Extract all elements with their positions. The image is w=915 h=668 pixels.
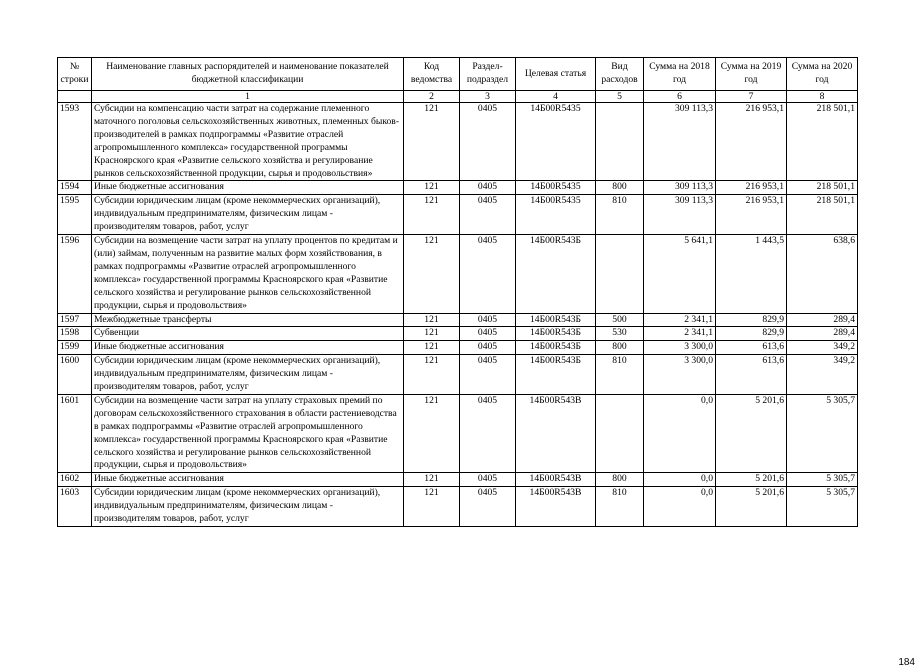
row-sum-2020: 5 305,7 (787, 473, 858, 487)
row-target: 14Б00R543В (516, 487, 596, 527)
row-section: 0405 (460, 394, 516, 472)
row-expense-type: 810 (596, 355, 644, 395)
row-sum-2018: 309 113,3 (644, 195, 716, 235)
row-dept-code: 121 (404, 195, 460, 235)
header-row (58, 58, 858, 91)
row-dept-code: 121 (404, 313, 460, 327)
table-header (58, 58, 858, 103)
column-number: 1 (92, 91, 404, 103)
header-dept-code: Код ведомства (404, 58, 460, 91)
row-sum-2019: 829,9 (716, 313, 787, 327)
row-name: Иные бюджетные ассигнования (92, 473, 404, 487)
row-sum-2018: 3 300,0 (644, 341, 716, 355)
column-number: 3 (460, 91, 516, 103)
row-target: 14Б00R543Б (516, 355, 596, 395)
row-dept-code: 121 (404, 341, 460, 355)
row-expense-type: 810 (596, 195, 644, 235)
column-number: 6 (644, 91, 716, 103)
row-sum-2020: 5 305,7 (787, 394, 858, 472)
row-sum-2020: 218 501,1 (787, 195, 858, 235)
row-number: 1593 (58, 103, 92, 181)
row-number: 1594 (58, 181, 92, 195)
row-number: 1600 (58, 355, 92, 395)
row-name: Иные бюджетные ассигнования (92, 181, 404, 195)
row-expense-type: 500 (596, 313, 644, 327)
row-sum-2020: 349,2 (787, 341, 858, 355)
row-sum-2019: 5 201,6 (716, 487, 787, 527)
row-number: 1603 (58, 487, 92, 527)
row-dept-code: 121 (404, 327, 460, 341)
row-dept-code: 121 (404, 487, 460, 527)
row-sum-2020: 218 501,1 (787, 181, 858, 195)
budget-document (57, 57, 915, 668)
column-number: 2 (404, 91, 460, 103)
table-row (58, 394, 858, 472)
row-sum-2020: 289,4 (787, 313, 858, 327)
row-name: Субсидии на компенсацию части затрат на содержание племенного маточного поголовья сельскохозяйственных животных, племенных быков-производителей в рамках подпрограммы «Развитие отраслей агропромышленного комплекса» государственной программы Красноярского края «Развитие сельского хозяйства и регулирование рынков сельскохозяйственной продукции, сырья и продовольствия» (92, 103, 404, 181)
row-sum-2020: 638,6 (787, 235, 858, 313)
row-section: 0405 (460, 235, 516, 313)
table-row (58, 195, 858, 235)
header-sum-2020: Сумма на 2020 год (787, 58, 858, 91)
column-number: 8 (787, 91, 858, 103)
row-target: 14Б00R543В (516, 394, 596, 472)
header-row-no: № строки (58, 58, 92, 91)
column-number: 7 (716, 91, 787, 103)
row-number: 1602 (58, 473, 92, 487)
row-sum-2019: 216 953,1 (716, 181, 787, 195)
row-sum-2018: 309 113,3 (644, 181, 716, 195)
row-dept-code: 121 (404, 473, 460, 487)
row-name: Межбюджетные трансферты (92, 313, 404, 327)
row-expense-type: 800 (596, 473, 644, 487)
row-number: 1597 (58, 313, 92, 327)
row-sum-2019: 216 953,1 (716, 195, 787, 235)
row-target: 14Б00R543Б (516, 235, 596, 313)
row-name: Субсидии на возмещение части затрат на уплату страховых премий по договорам сельскохозяйственного страхования в области растениеводства в рамках подпрограммы «Развитие отраслей агропромышленного комплекса» государственной программы Красноярского края «Развитие сельского хозяйства и регулирование рынков сельскохозяйственной продукции, сырья и продовольствия» (92, 394, 404, 472)
row-target: 14Б00R543В (516, 473, 596, 487)
column-number (58, 91, 92, 103)
row-number: 1599 (58, 341, 92, 355)
row-expense-type: 530 (596, 327, 644, 341)
row-sum-2020: 218 501,1 (787, 103, 858, 181)
row-sum-2018: 0,0 (644, 487, 716, 527)
row-sum-2020: 349,2 (787, 355, 858, 395)
row-number: 1601 (58, 394, 92, 472)
header-sum-2019: Сумма на 2019 год (716, 58, 787, 91)
row-target: 14Б00R543Б (516, 327, 596, 341)
row-dept-code: 121 (404, 394, 460, 472)
row-name: Субсидии юридическим лицам (кроме некоммерческих организаций), индивидуальным предпринимателям, физическим лицам - производителям товаров, работ, услуг (92, 487, 404, 527)
row-target: 14Б00R543Б (516, 341, 596, 355)
column-number: 4 (516, 91, 596, 103)
row-expense-type: 800 (596, 181, 644, 195)
row-expense-type: 800 (596, 341, 644, 355)
row-name: Субсидии на возмещение части затрат на уплату процентов по кредитам и (или) займам, полученным на развитие малых форм хозяйствования, в рамках подпрограммы «Развитие отраслей агропромышленного комплекса» государственной программы Красноярского края «Развитие сельского хозяйства и регулирование рынков сельскохозяйственной продукции, сырья и продовольствия» (92, 235, 404, 313)
column-number: 5 (596, 91, 644, 103)
row-sum-2019: 5 201,6 (716, 394, 787, 472)
row-sum-2018: 3 300,0 (644, 355, 716, 395)
row-expense-type (596, 235, 644, 313)
row-sum-2019: 829,9 (716, 327, 787, 341)
row-section: 0405 (460, 327, 516, 341)
row-target: 14Б00R5435 (516, 181, 596, 195)
row-dept-code: 121 (404, 103, 460, 181)
header-section: Раздел-подраздел (460, 58, 516, 91)
row-number: 1596 (58, 235, 92, 313)
row-name: Иные бюджетные ассигнования (92, 341, 404, 355)
table-body (58, 103, 858, 527)
table-row (58, 327, 858, 341)
row-sum-2018: 2 341,1 (644, 327, 716, 341)
table-row (58, 103, 858, 181)
row-sum-2019: 613,6 (716, 341, 787, 355)
row-expense-type (596, 394, 644, 472)
row-dept-code: 121 (404, 235, 460, 313)
table-row (58, 313, 858, 327)
row-section: 0405 (460, 487, 516, 527)
header-name: Наименование главных распорядителей и наименование показателей бюджетной классификации (92, 58, 404, 91)
row-sum-2018: 2 341,1 (644, 313, 716, 327)
table-row (58, 181, 858, 195)
row-sum-2019: 216 953,1 (716, 103, 787, 181)
row-section: 0405 (460, 313, 516, 327)
row-number: 1595 (58, 195, 92, 235)
page-number: 184 (898, 657, 915, 668)
row-expense-type: 810 (596, 487, 644, 527)
row-sum-2020: 5 305,7 (787, 487, 858, 527)
row-sum-2018: 309 113,3 (644, 103, 716, 181)
column-number-row (58, 91, 858, 103)
row-section: 0405 (460, 473, 516, 487)
row-target: 14Б00R5435 (516, 195, 596, 235)
row-sum-2019: 613,6 (716, 355, 787, 395)
row-sum-2020: 289,4 (787, 327, 858, 341)
row-sum-2019: 5 201,6 (716, 473, 787, 487)
table-row (58, 487, 858, 527)
row-name: Субсидии юридическим лицам (кроме некоммерческих организаций), индивидуальным предпринимателям, физическим лицам - производителям товаров, работ, услуг (92, 355, 404, 395)
row-section: 0405 (460, 355, 516, 395)
row-target: 14Б00R543Б (516, 313, 596, 327)
row-name: Субсидии юридическим лицам (кроме некоммерческих организаций), индивидуальным предпринимателям, физическим лицам - производителям товаров, работ, услуг (92, 195, 404, 235)
row-section: 0405 (460, 103, 516, 181)
row-name: Субвенции (92, 327, 404, 341)
table-row (58, 341, 858, 355)
row-target: 14Б00R5435 (516, 103, 596, 181)
row-expense-type (596, 103, 644, 181)
table-row (58, 355, 858, 395)
header-sum-2018: Сумма на 2018 год (644, 58, 716, 91)
row-section: 0405 (460, 195, 516, 235)
row-dept-code: 121 (404, 181, 460, 195)
table-row (58, 235, 858, 313)
header-expense-type: Вид расходов (596, 58, 644, 91)
row-section: 0405 (460, 181, 516, 195)
row-number: 1598 (58, 327, 92, 341)
table-row (58, 473, 858, 487)
row-sum-2018: 0,0 (644, 394, 716, 472)
row-sum-2018: 0,0 (644, 473, 716, 487)
row-sum-2019: 1 443,5 (716, 235, 787, 313)
row-dept-code: 121 (404, 355, 460, 395)
row-sum-2018: 5 641,1 (644, 235, 716, 313)
row-section: 0405 (460, 341, 516, 355)
budget-table (57, 57, 858, 527)
header-target: Целевая статья (516, 58, 596, 91)
